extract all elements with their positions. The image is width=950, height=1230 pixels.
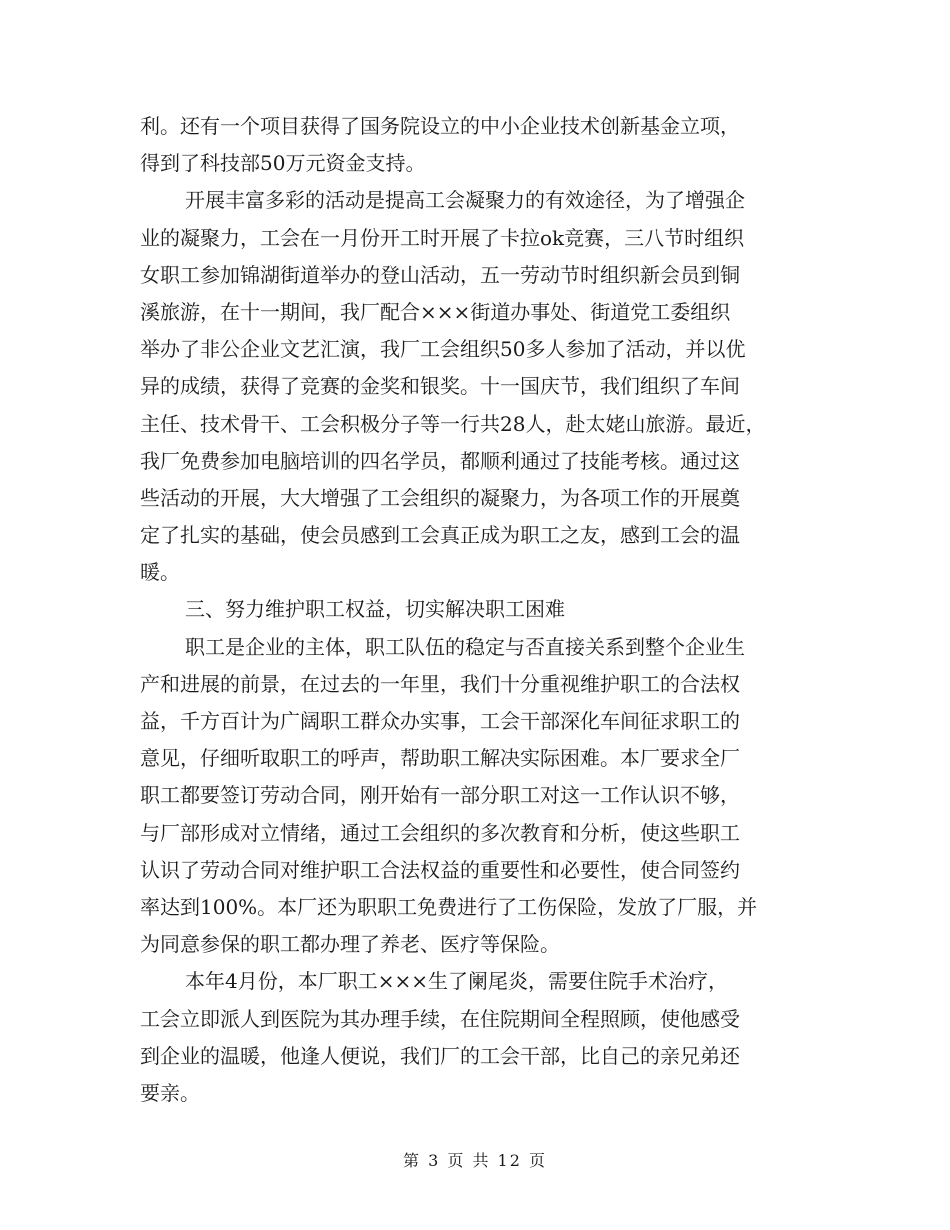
text-line: 业的凝聚力，工会在一月份开工时开展了卡拉ok竞赛，三八节时组织 <box>140 225 745 250</box>
text-line: 工会立即派人到医院为其办理手续，在住院期间全程照顾，使他感受 <box>140 1006 740 1031</box>
text-line: 女职工参加锦湖街道举办的登山活动，五一劳动节时组织新会员到铜 <box>140 262 740 287</box>
text-line: 得到了科技部50万元资金支持。 <box>140 151 426 176</box>
text-line: 举办了非公企业文艺汇演，我厂工会组织50多人参加了活动，并以优 <box>140 337 746 362</box>
text-line: 职工是企业的主体，职工队伍的稳定与否直接关系到整个企业生 <box>185 634 745 659</box>
text-line: 职工都要签订劳动合同，刚开始有一部分职工对这一工作认识不够， <box>140 783 740 808</box>
text-line: 到企业的温暖，他逢人便说，我们厂的工会干部，比自己的亲兄弟还 <box>140 1043 740 1068</box>
text-line: 与厂部形成对立情绪，通过工会组织的多次教育和分析，使这些职工 <box>140 820 740 845</box>
text-line: 意见，仔细听取职工的呼声，帮助职工解决实际困难。本厂要求全厂 <box>140 746 740 771</box>
text-line: 定了扎实的基础，使会员感到工会真正成为职工之友，感到工会的温 <box>140 523 740 548</box>
text-line: 我厂免费参加电脑培训的四名学员，都顺利通过了技能考核。通过这 <box>140 448 740 473</box>
text-line: 认识了劳动合同对维护职工合法权益的重要性和必要性，使合同签约 <box>140 857 740 882</box>
text-line: 暖。 <box>140 560 180 585</box>
text-line: 产和进展的前景，在过去的一年里，我们十分重视维护职工的合法权 <box>140 671 740 696</box>
document-body <box>140 108 830 1112</box>
text-line: 异的成绩，获得了竞赛的金奖和银奖。十一国庆节，我们组织了车间 <box>140 374 740 399</box>
text-line: 要亲。 <box>140 1080 200 1105</box>
text-line: 些活动的开展，大大增强了工会组织的凝聚力，为各项工作的开展奠 <box>140 485 740 510</box>
text-line: 利。还有一个项目获得了国务院设立的中小企业技术创新基金立项， <box>140 114 740 138</box>
text-line: 三、努力维护职工权益，切实解决职工困难 <box>185 597 565 622</box>
text-line: 率达到100%。本厂还为职职工免费进行了工伤保险，发放了厂服，并 <box>140 894 758 919</box>
text-line: 为同意参保的职工都办理了养老、医疗等保险。 <box>140 932 560 957</box>
text-line: 益，千方百计为广阔职工群众办实事，工会干部深化车间征求职工的 <box>140 709 740 733</box>
text-line: 主任、技术骨干、工会积极分子等一行共28人，赴太姥山旅游。最近， <box>140 411 766 436</box>
text-line: 开展丰富多彩的活动是提高工会凝聚力的有效途径，为了增强企 <box>185 188 745 213</box>
text-line: 本年4月份，本厂职工×××生了阑尾炎，需要住院手术治疗， <box>185 969 728 994</box>
text-line: 溪旅游，在十一期间，我厂配合×××街道办事处、街道党工委组织 <box>140 299 731 324</box>
page-number-footer: 第 3 页 共 12 页 <box>403 1151 547 1170</box>
